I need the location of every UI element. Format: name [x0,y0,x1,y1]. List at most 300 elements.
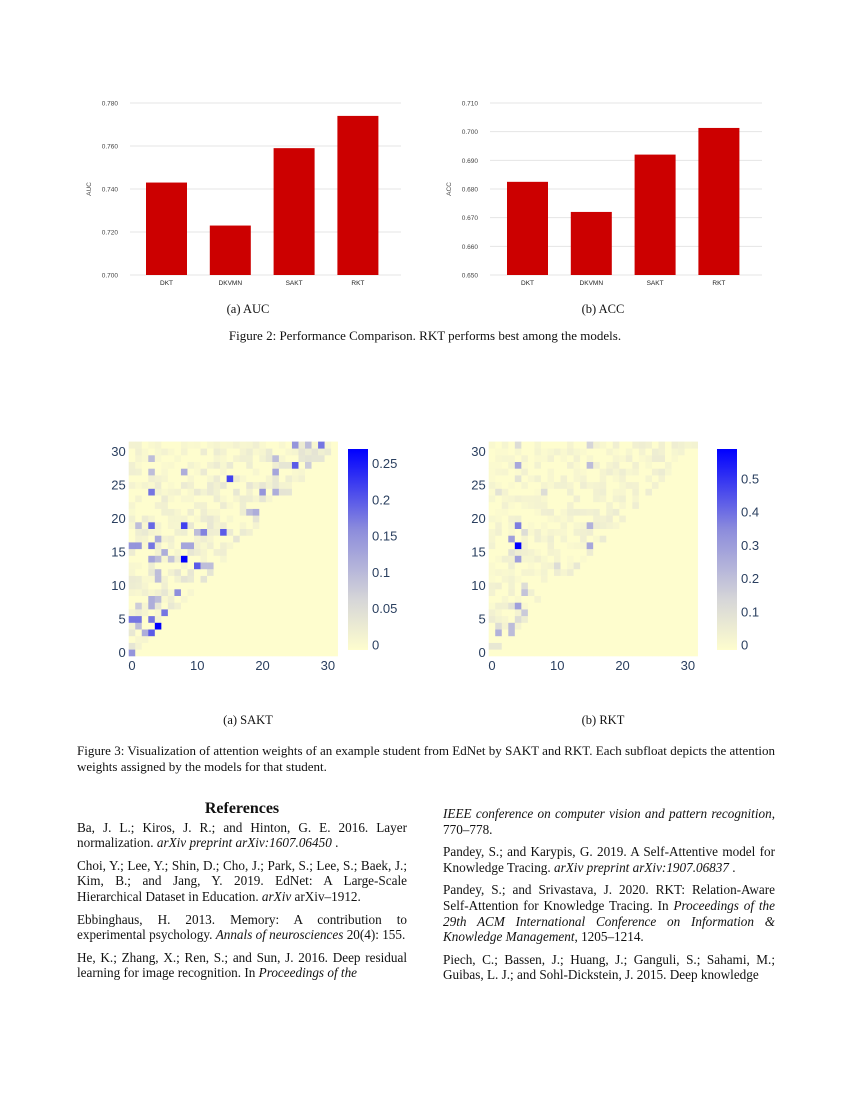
heatmap-cell [613,515,620,522]
heatmap-cell [541,649,548,656]
heatmap-cell [580,529,587,536]
heatmap-cell [567,509,574,516]
heatmap-cell [489,616,496,623]
heatmap-cell [626,515,633,522]
heatmap-cell [574,549,581,556]
heatmap-cell [639,495,646,502]
heatmap-cell [626,448,633,455]
heatmap-cell [626,562,633,569]
heatmap-cell [658,549,665,556]
heatmap-cell [554,589,561,596]
heatmap-cell [580,556,587,563]
heatmap-cell [665,589,672,596]
heatmap-cell [639,515,646,522]
heatmap-cell [574,623,581,630]
heatmap-cell [613,455,620,462]
heatmap-cell [658,495,665,502]
heatmap-cell [521,448,528,455]
heatmap-cell [645,549,652,556]
heatmap-cell [678,462,685,469]
heatmap-cell [495,643,502,650]
heatmap-cell [600,609,607,616]
heatmap-cell [606,455,613,462]
heatmap-cell [489,515,496,522]
heatmap-cell [632,509,639,516]
heatmap-cell [541,529,548,536]
heatmap-cell [619,596,626,603]
heatmap-cell [567,448,574,455]
reference-entry [77,912,407,943]
heatmap-cell [495,448,502,455]
heatmap-cell [691,542,698,549]
heatmap-cell [678,636,685,643]
heatmap-cell [632,609,639,616]
heatmap-cell [574,495,581,502]
heatmap-cell [528,475,535,482]
heatmap-cell [691,475,698,482]
heatmap-cell [619,576,626,583]
y-tick-label: 0 [118,645,126,661]
heatmap-cell [495,609,502,616]
heatmap-cell [685,589,692,596]
heatmap-cell [613,535,620,542]
heatmap-cell [508,535,515,542]
heatmap-cell [658,482,665,489]
reference-tail-text: , 770–778. [443,806,775,837]
heatmap-cell [619,475,626,482]
heatmap-cell [632,636,639,643]
heatmap-cell [508,455,515,462]
heatmap-cell [632,596,639,603]
colorbar-tick-label: 0.1 [372,564,391,580]
heatmap-cell [561,482,568,489]
x-tick-label: SAKT [285,280,303,287]
heatmap-cell [528,582,535,589]
heatmap-cell [658,509,665,516]
heatmap-cell [626,462,633,469]
heatmap-cell [528,636,535,643]
heatmap-cell [600,582,607,589]
heatmap-cell [554,448,561,455]
heatmap-cell [541,549,548,556]
heatmap-cell [547,448,554,455]
heatmap-cell [658,636,665,643]
heatmap-cell [495,462,502,469]
heatmap-cell [489,542,496,549]
heatmap-cell [600,502,607,509]
heatmap-cell [489,455,496,462]
heatmap-cell [561,596,568,603]
heatmap-cell [587,509,594,516]
heatmap-cell [639,462,646,469]
heatmap-cell [606,529,613,536]
heatmap-cell [580,448,587,455]
heatmap-cell [619,629,626,636]
heatmap-cell [554,482,561,489]
y-tick-label: 0.690 [461,157,478,165]
heatmap-cell [489,495,496,502]
heatmap-cell [619,609,626,616]
heatmap-cell [678,582,685,589]
heatmap-cell [528,562,535,569]
heatmap-cell [672,462,679,469]
heatmap-cell [521,535,528,542]
heatmap-cell [665,495,672,502]
heatmap-cell [672,602,679,609]
heatmap-cell [672,649,679,656]
heatmap-cell [691,462,698,469]
heatmap-cell [547,556,554,563]
heatmap-cell [652,468,659,475]
heatmap-cell [561,636,568,643]
heatmap-cell [691,522,698,529]
heatmap-cell [587,569,594,576]
heatmap-cell [574,562,581,569]
heatmap-cell [613,482,620,489]
heatmap-cell [580,576,587,583]
heatmap-cell [521,589,528,596]
heatmap-cell [678,502,685,509]
heatmap-cell [541,569,548,576]
reference-plain-text: Pandey, S.; and Karypis, G. 2019. A Self-Attentive model for Knowledge Tracing. [443,844,775,875]
heatmap-cell [515,462,522,469]
heatmap-cell [672,589,679,596]
heatmap-cell [613,589,620,596]
heatmap-cell [600,542,607,549]
heatmap-cell [645,589,652,596]
x-tick-label: 0 [128,658,136,673]
x-tick-label: 30 [680,658,696,673]
heatmap-cell [613,489,620,496]
heatmap-cell [521,576,528,583]
heatmap-cell [489,482,496,489]
heatmap-cell [587,482,594,489]
heatmap-cell [672,549,679,556]
heatmap-cell [652,475,659,482]
heatmap-cell [502,502,509,509]
heatmap-cell [489,609,496,616]
heatmap-cell [593,475,600,482]
heatmap-cell [691,549,698,556]
heatmap-cell [528,643,535,650]
heatmap-cell [600,636,607,643]
heatmap-cell [587,522,594,529]
y-tick-label: 30 [471,444,486,460]
reference-entry [443,882,775,944]
heatmap-cell [639,623,646,630]
y-tick-label: 0.700 [101,272,118,280]
heatmap-cell [515,549,522,556]
heatmap-cell [593,596,600,603]
heatmap-cell [672,596,679,603]
heatmap-cell [593,489,600,496]
heatmap-cell [652,576,659,583]
heatmap-cell [561,542,568,549]
heatmap-cell [632,475,639,482]
heatmap-cell [672,515,679,522]
heatmap-cell [632,489,639,496]
heatmap-cell [502,489,509,496]
heatmap-cell [600,442,607,449]
heatmap-cell [515,623,522,630]
heatmap-cell [508,529,515,536]
heatmap-cell [554,556,561,563]
heatmap-cell [613,462,620,469]
heatmap-cell [489,468,496,475]
heatmap-cell [587,616,594,623]
heatmap-cell [619,468,626,475]
heatmap-cell [665,542,672,549]
heatmap-cell [645,462,652,469]
heatmap-cell [672,629,679,636]
heatmap-cell [547,582,554,589]
heatmap-cell [561,502,568,509]
heatmap-cell [495,489,502,496]
heatmap-cell [528,629,535,636]
heatmap-cell [593,556,600,563]
heatmap-cell [521,643,528,650]
heatmap-cell [678,515,685,522]
heatmap-cell [534,468,541,475]
heatmap-cell [515,556,522,563]
heatmap-cell [645,636,652,643]
heatmap-cell [574,482,581,489]
heatmap-cell [593,495,600,502]
heatmap-cell [606,556,613,563]
heatmap-cell [619,643,626,650]
heatmap-cell [547,455,554,462]
heatmap-cell [606,448,613,455]
reference-plain-text: Choi, Y.; Lee, Y.; Shin, D.; Cho, J.; Park, S.; Lee, S.; Baek, J.; Kim, B.; and Jang, Y. 2019. EdNet: A Large-Scale Hierarchical Dataset in Education. [77,857,407,904]
heatmap-cell [672,542,679,549]
y-tick-label: 30 [111,444,126,460]
heatmap-cell [645,455,652,462]
heatmap-cell [567,515,574,522]
heatmap-cell [600,549,607,556]
reference-italic-text: Annals of neurosciences [215,927,344,943]
heatmap-cell [561,576,568,583]
heatmap-cell [495,522,502,529]
heatmap-cell [541,468,548,475]
heatmap-cell [626,649,633,656]
heatmap-cell [606,482,613,489]
heatmap-cell [574,616,581,623]
heatmap-cell [534,462,541,469]
heatmap-cell [574,462,581,469]
heatmap-cell [554,509,561,516]
heatmap-cell [665,455,672,462]
heatmap-cell [652,535,659,542]
heatmap-cell [606,515,613,522]
heatmap-cell [554,462,561,469]
heatmap-cell [665,475,672,482]
heatmap-cell [678,556,685,563]
heatmap-cell [528,609,535,616]
heatmap-cell [489,448,496,455]
heatmap-cell [632,442,639,449]
heatmap-cell [554,475,561,482]
heatmap-cell [658,609,665,616]
heatmap-cell [528,616,535,623]
x-tick-label: 10 [190,658,205,673]
heatmap-cell [691,596,698,603]
heatmap-cell [672,616,679,623]
heatmap-cell [567,455,574,462]
heatmap-cell [632,562,639,569]
y-tick-label: 0.700 [461,129,478,137]
heatmap-cell [547,629,554,636]
heatmap-cell [613,616,620,623]
heatmap-cell [619,495,626,502]
heatmap-cell [619,616,626,623]
heatmap-cell [665,562,672,569]
heatmap-cell [632,502,639,509]
heatmap-cell [580,636,587,643]
heatmap-cell [691,576,698,583]
heatmap-cell [528,549,535,556]
heatmap-cell [658,623,665,630]
heatmap-cell [580,569,587,576]
heatmap-cell [658,529,665,536]
heatmap-cell [528,462,535,469]
heatmap-cell [685,556,692,563]
heatmap-cell [652,596,659,603]
heatmap-cell [685,623,692,630]
heatmap-cell [600,448,607,455]
heatmap-cell [691,629,698,636]
heatmap-cell [515,495,522,502]
heatmap-cell [613,602,620,609]
heatmap-cell [528,602,535,609]
heatmap-cell [613,442,620,449]
heatmap-cell [561,515,568,522]
colorbar-tick-label: 0.4 [741,504,760,520]
colorbar-tick-label: 0.05 [372,601,398,617]
figure-3-caption: Figure 3: Visualization of attention weights of an example student from EdNet by SAKT and RKT. Each subfloat depicts the attention weights assigned by the models for that student. [77,743,775,774]
heatmap-cell [554,616,561,623]
heatmap-cell [554,623,561,630]
heatmap-cell [672,442,679,449]
heatmap-cell [561,442,568,449]
heatmap-cell [691,623,698,630]
heatmap-cell [580,542,587,549]
heatmap-cell [626,482,633,489]
heatmap-cell [547,482,554,489]
heatmap-cell [639,448,646,455]
heatmap-cell [626,475,633,482]
heatmap-cell [665,529,672,536]
heatmap-cell [587,515,594,522]
heatmap-cell [515,475,522,482]
heatmap-cell [521,489,528,496]
heatmap-cell [600,509,607,516]
heatmap-cell [632,455,639,462]
heatmap-cell [541,629,548,636]
heatmap-cell [672,455,679,462]
heatmap-cell [508,462,515,469]
heatmap-cell [521,482,528,489]
heatmap-cell [567,569,574,576]
colorbar-tick-label: 0.3 [741,537,760,553]
heatmap-cell [508,556,515,563]
heatmap-cell [685,649,692,656]
heatmap-cell [665,468,672,475]
heatmap-cell [515,643,522,650]
heatmap-cell [587,602,594,609]
heatmap-cell [606,502,613,509]
heatmap-cell [534,455,541,462]
heatmap-cell [508,569,515,576]
heatmap-cell [502,455,509,462]
heatmap-cell [495,629,502,636]
x-tick-label: DKT [160,280,173,287]
heatmap-cell [678,623,685,630]
heatmap-cell [678,468,685,475]
heatmap-cell [639,589,646,596]
heatmap-cell [691,609,698,616]
heatmap-cell [508,448,515,455]
heatmap-cell [645,616,652,623]
heatmap-cell [593,576,600,583]
heatmap-cell [645,442,652,449]
heatmap-cell [574,529,581,536]
heatmap-cell [534,535,541,542]
heatmap-cell [508,482,515,489]
heatmap-cell [619,455,626,462]
heatmap-cell [645,448,652,455]
heatmap-cell [534,489,541,496]
heatmap-cell [678,589,685,596]
heatmap-cell [489,589,496,596]
colorbar-tick-label: 0.15 [372,528,398,544]
heatmap-cell [508,522,515,529]
heatmap-cell [665,596,672,603]
heatmap-cell [658,535,665,542]
heatmap-cell [678,562,685,569]
reference-plain-text: He, K.; Zhang, X.; Ren, S.; and Sun, J. 2016. Deep residual learning for image recognition. In [77,949,407,981]
heatmap-cell [495,562,502,569]
heatmap-cell [691,636,698,643]
y-tick-label: 0.780 [101,100,118,108]
heatmap-cell [534,495,541,502]
heatmap-cell [632,462,639,469]
heatmap-cell [521,515,528,522]
heatmap-cell [580,589,587,596]
heatmap-cell [593,582,600,589]
heatmap-cell [502,609,509,616]
heatmap-cell [685,522,692,529]
heatmap-cell [567,442,574,449]
heatmap-cell [658,455,665,462]
heatmap-cell [495,515,502,522]
heatmap-cell [554,549,561,556]
heatmap-cell [665,489,672,496]
heatmap-cell [632,535,639,542]
heatmap-cell [495,542,502,549]
heatmap-cell [561,589,568,596]
heatmap-cell [561,509,568,516]
heatmap-cell [678,509,685,516]
heatmap-cell [652,589,659,596]
heatmap-cell [515,596,522,603]
heatmap-cell [508,495,515,502]
heatmap-cell [547,509,554,516]
heatmap-cell [502,576,509,583]
heatmap-cell [606,609,613,616]
heatmap-cell [580,515,587,522]
heatmap-cell [658,462,665,469]
heatmap-cell [561,602,568,609]
